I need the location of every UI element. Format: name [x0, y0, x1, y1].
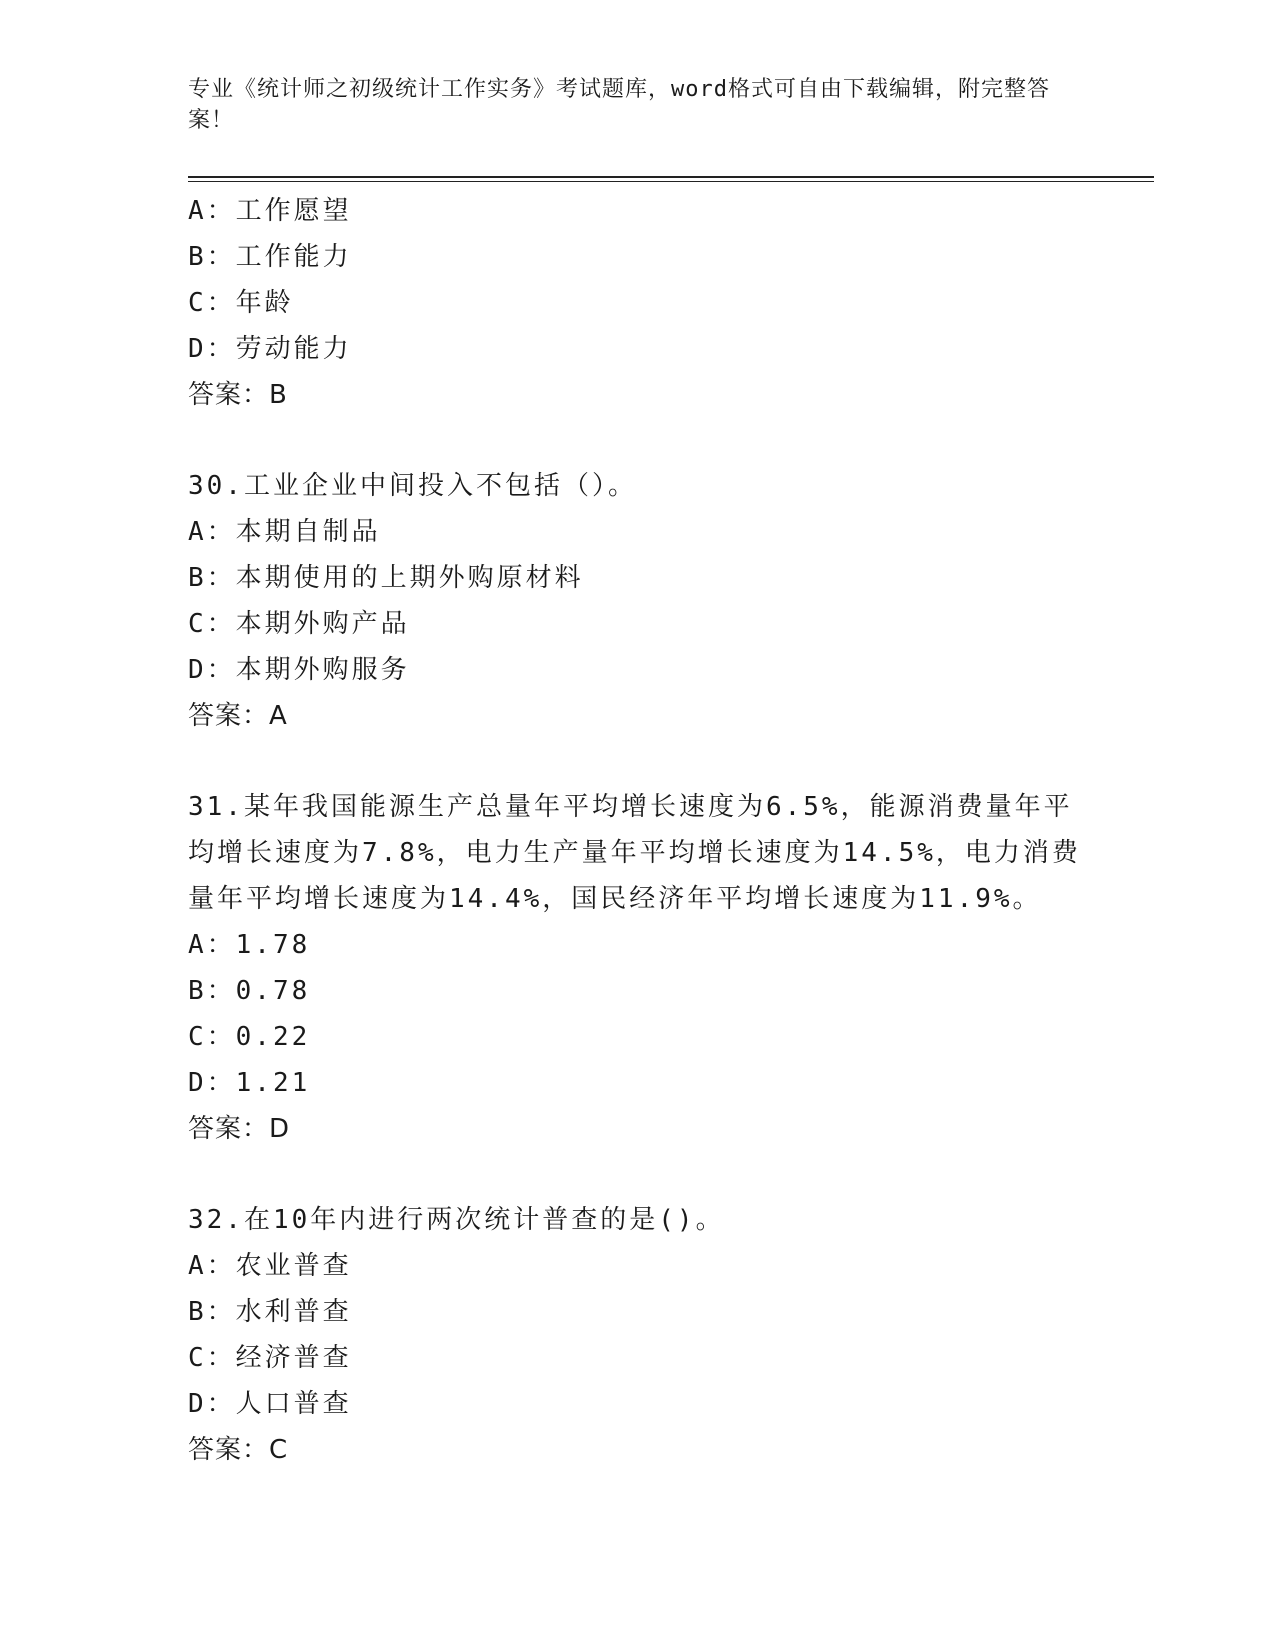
option-c: C：本期外购产品	[188, 609, 410, 639]
question-32-block	[188, 1197, 1088, 1473]
answer: 答案：A	[188, 701, 288, 731]
option-c: C：经济普查	[188, 1343, 352, 1373]
answer: 答案：D	[188, 1114, 291, 1144]
option-a: A：1.78	[188, 930, 311, 960]
option-b: B：0.78	[188, 976, 311, 1006]
option-a: A：工作愿望	[188, 196, 352, 226]
answer: 答案：C	[188, 1435, 289, 1465]
option-c: C：0.22	[188, 1022, 311, 1052]
question-stem: 31.某年我国能源生产总量年平均增长速度为6.5%，能源消费量年平均增长速度为7.8%，电力生产量年平均增长速度为14.5%，电力消费量年平均增长速度为14.4%，国民经济年平均增长速度为11.9%。	[188, 792, 1081, 914]
question-30-block	[188, 463, 1088, 739]
option-b: B：工作能力	[188, 242, 352, 272]
option-d: D：1.21	[188, 1068, 311, 1098]
option-d: D：人口普查	[188, 1389, 352, 1419]
question-29-block	[188, 188, 1088, 418]
option-d: D：本期外购服务	[188, 655, 410, 685]
option-c: C：年龄	[188, 288, 294, 318]
option-d: D：劳动能力	[188, 334, 352, 364]
answer: 答案：B	[188, 380, 288, 410]
option-b: B：本期使用的上期外购原材料	[188, 563, 584, 593]
option-a: A：农业普查	[188, 1251, 352, 1281]
question-stem: 30.工业企业中间投入不包括（）。	[188, 471, 637, 501]
option-a: A：本期自制品	[188, 517, 381, 547]
document-header: 专业《统计师之初级统计工作实务》考试题库，word格式可自由下载编辑，附完整答案！	[188, 77, 1050, 133]
question-stem: 32.在10年内进行两次统计普查的是()。	[188, 1205, 725, 1235]
question-content	[188, 188, 1088, 1473]
header-rule-thick	[188, 176, 1154, 178]
question-31-block	[188, 784, 1088, 1152]
header-rule-thin	[188, 181, 1154, 182]
option-b: B：水利普查	[188, 1297, 352, 1327]
